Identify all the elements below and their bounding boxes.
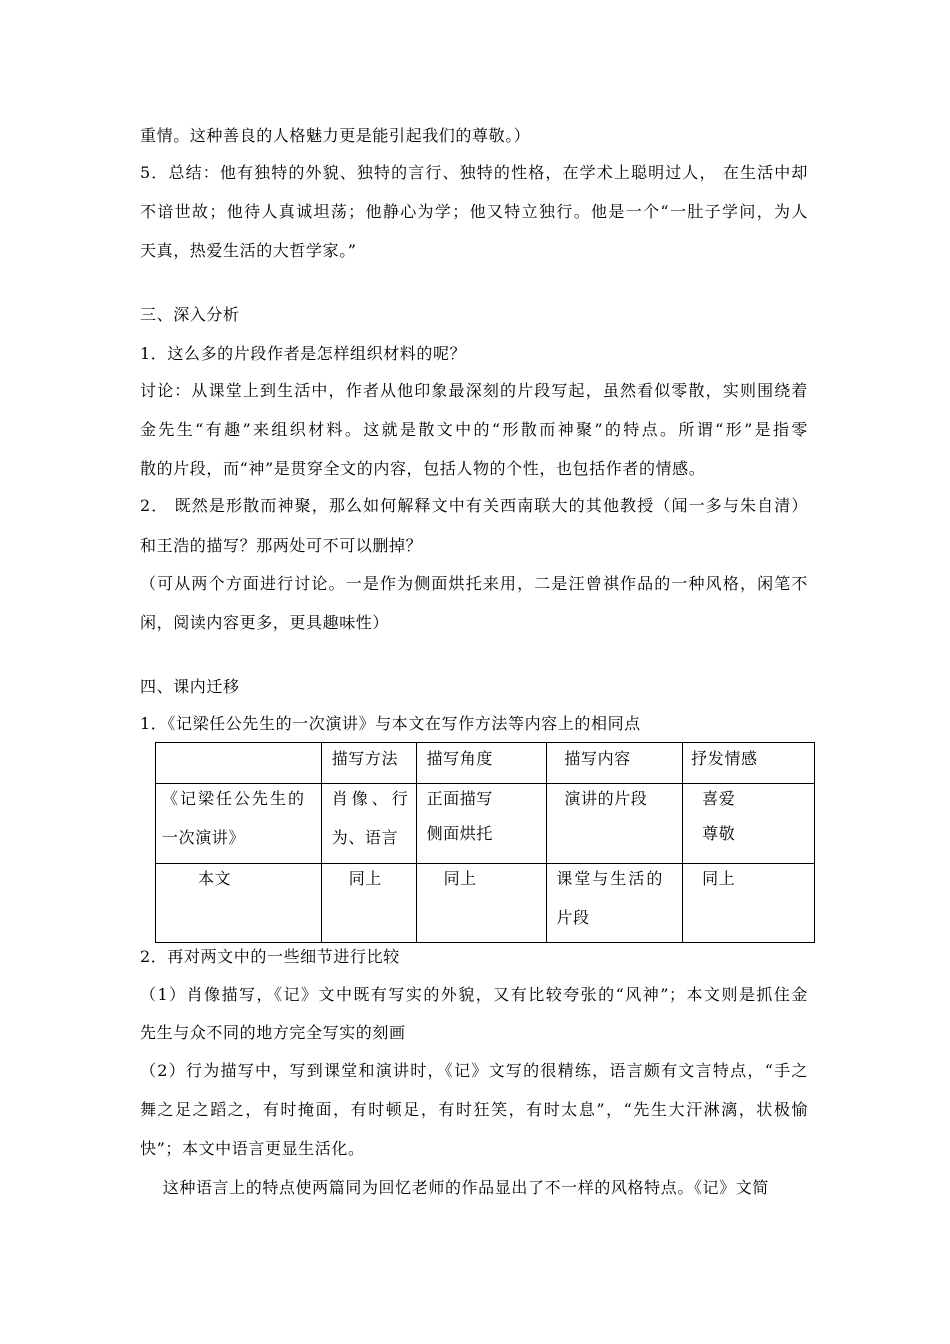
paragraph-line: （2）行为描写中，写到课堂和演讲时，《记》文写的很精练，语言颇有文言特点，“手之 (140, 1061, 808, 1080)
paragraph-line: 散的片段，而“神”是贯穿全文的内容，包括人物的个性，也包括作者的情感。 (140, 459, 706, 478)
table-row (156, 864, 815, 943)
paragraph-line: 闲，阅读内容更多，更具趣味性） (140, 613, 390, 632)
table-cell: 同上 (702, 869, 736, 888)
table-cell: 一次演讲》 (162, 828, 246, 847)
table-cell: 同上 (443, 869, 477, 888)
table-header: 描写方法 (331, 749, 399, 768)
paragraph-line: 1．这么多的片段作者是怎样组织材料的呢？ (140, 344, 467, 363)
table-cell: 本文 (198, 869, 232, 888)
paragraph-line: 不谙世故；他待人真诚坦荡；他静心为学；他又特立独行。他是一个“一肚子学问，为人 (140, 202, 808, 221)
table-header: 抒发情感 (691, 749, 758, 768)
section-heading: 三、深入分析 (140, 305, 240, 324)
table-cell: 同上 (348, 869, 382, 888)
paragraph-line: 金先生“有趣”来组织材料。这就是散文中的“形散而神聚”的特点。所谓“形”是指零 (140, 420, 808, 439)
table-cell: 侧面烘托 (426, 824, 493, 843)
table-cell: 课堂与生活的 (556, 869, 665, 888)
paragraph-line: 1．《记梁任公先生的一次演讲》与本文在写作方法等内容上的相同点 (140, 714, 641, 733)
table-cell: 喜爱 (702, 789, 736, 808)
table-cell: 《记梁任公先生的 (162, 789, 307, 808)
paragraph-line: 5．总结：他有独特的外貌、独特的言行、独特的性格，在学术上聪明过人， 在生活中却 (140, 163, 808, 182)
table-header: 描写角度 (426, 749, 493, 768)
paragraph-line: 天真，热爱生活的大哲学家。” (140, 241, 357, 260)
table-cell: 片段 (556, 908, 590, 927)
table-header-row (156, 743, 815, 784)
paragraph-line: 2． 既然是形散而神聚，那么如何解释文中有关西南联大的其他教授（闻一多与朱自清） (140, 496, 808, 515)
paragraph-line: 这种语言上的特点使两篇同为回忆老师的作品显出了不一样的风格特点。《记》文简 (140, 1178, 769, 1197)
table-header: 描写内容 (564, 749, 631, 768)
table-cell: 肖像、行 (331, 789, 412, 808)
table-cell: 正面描写 (426, 789, 493, 808)
table-cell: 演讲的片段 (564, 789, 648, 808)
paragraph-line: 舞之足之蹈之，有时掩面，有时顿足，有时狂笑，有时太息”，“先生大汗淋漓，状极愉 (140, 1100, 808, 1119)
paragraph-line: 快”；本文中语言更显生活化。 (140, 1139, 365, 1158)
paragraph-line: （1）肖像描写，《记》文中既有写实的外貌，又有比较夸张的“风神”；本文则是抓住金 (140, 985, 808, 1004)
table-cell: 尊敬 (702, 824, 736, 843)
table-row (156, 784, 815, 864)
table-cell: 为、语言 (331, 828, 399, 847)
section-heading: 四、课内迁移 (140, 677, 240, 696)
paragraph-line: 和王浩的描写？那两处可不可以删掉？ (140, 536, 423, 555)
paragraph-line: 2．再对两文中的一些细节进行比较 (140, 947, 400, 966)
paragraph-line: （可从两个方面进行讨论。一是作为侧面烘托来用，二是汪曾祺作品的一种风格，闲笔不 (140, 574, 808, 593)
paragraph-line: 讨论：从课堂上到生活中，作者从他印象最深刻的片段写起，虽然看似零散，实则围绕着 (140, 381, 808, 400)
paragraph-line: 先生与众不同的地方完全写实的刻画 (140, 1023, 406, 1042)
comparison-table (155, 742, 815, 943)
paragraph-line: 重情。这种善良的人格魅力更是能引起我们的尊敬。） (140, 126, 531, 145)
